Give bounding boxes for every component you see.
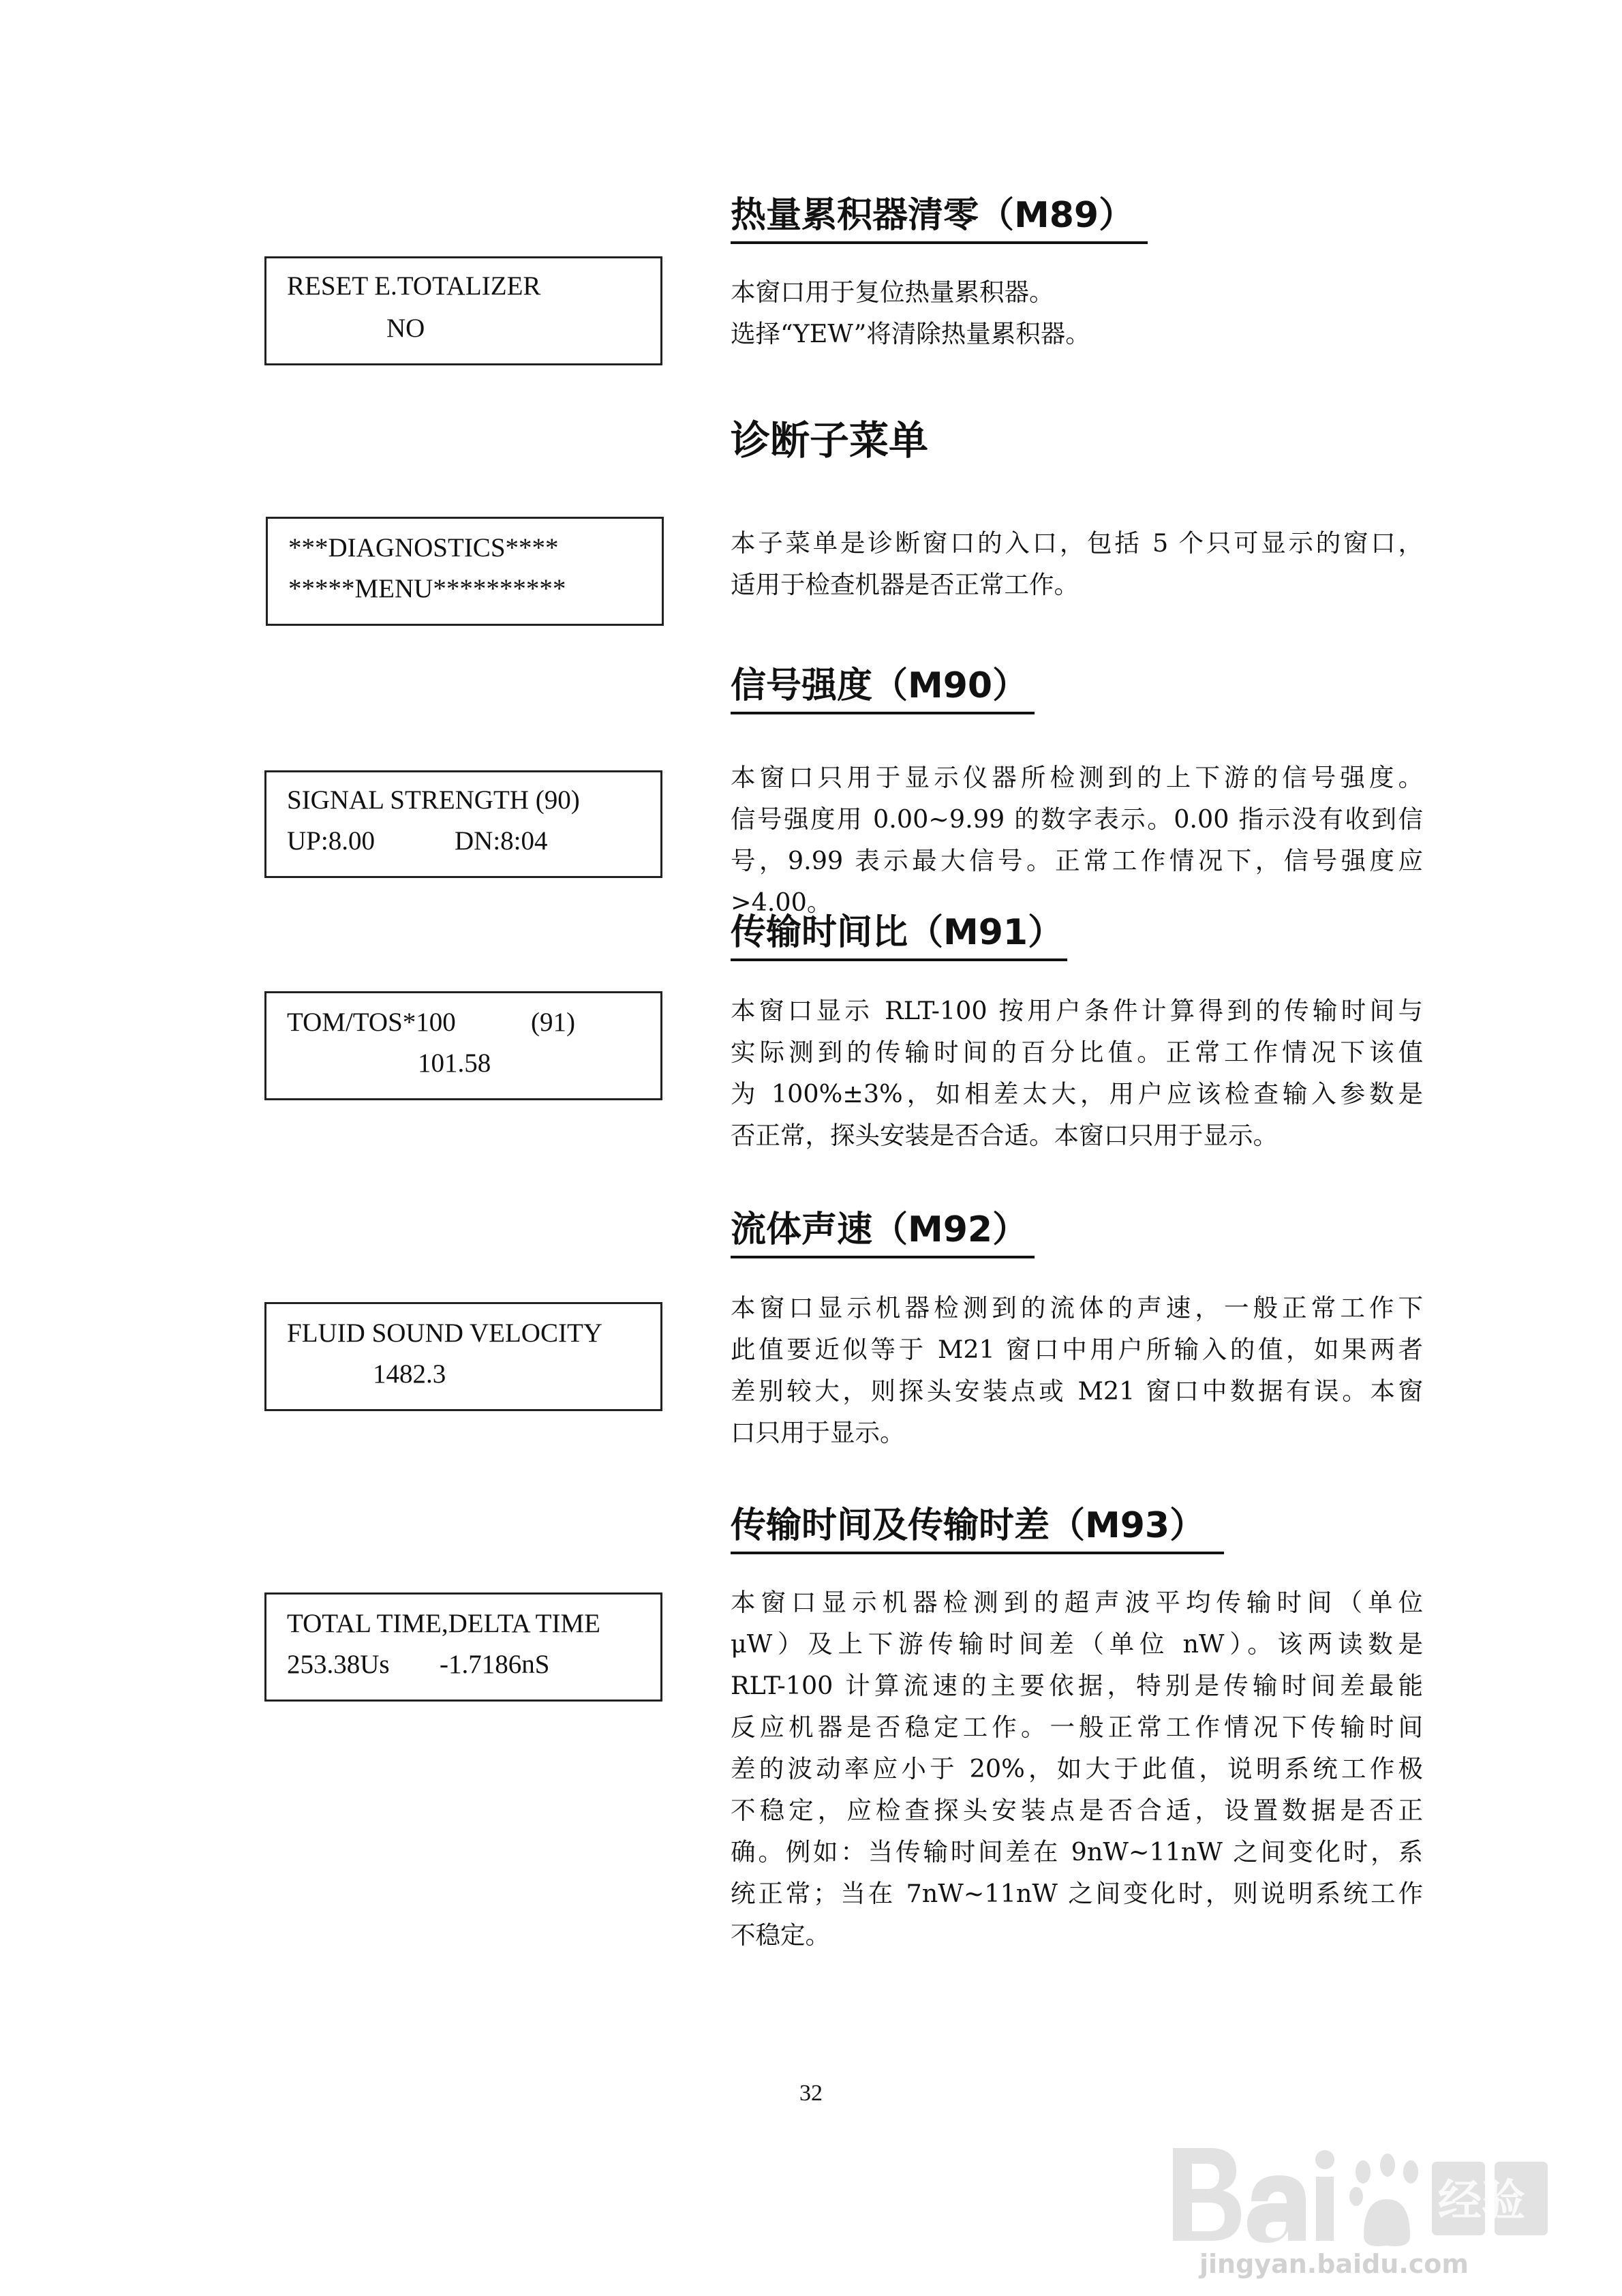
heading-text: 传输时间及传输时差（M93）	[731, 1505, 1206, 1546]
lcd-line-2: 101.58	[418, 1048, 491, 1078]
para-line: 选择“YEW”将清除热量累积器。	[731, 319, 1090, 348]
lcd-line-2b: DN:8:04	[455, 826, 548, 856]
watermark-brand-cn: 经验	[1438, 2176, 1525, 2226]
heading-text: 流体声速（M92）	[731, 1209, 1028, 1250]
para-line: 本窗口显示 RLT-100 按用户条件计算得到的传输时间与	[731, 996, 1423, 1025]
heading-underline	[731, 1256, 1035, 1258]
para-line: 适用于检查机器是否正常工作。	[731, 570, 1079, 599]
para-line: 反应机器是否稳定工作。一般正常工作情况下传输时间	[731, 1712, 1423, 1742]
heading-underline	[731, 958, 1067, 961]
para-line: 本窗口只用于显示仪器所检测到的上下游的信号强度。	[731, 763, 1423, 792]
description-m92	[731, 1287, 1423, 1453]
para-line: 实际测到的传输时间的百分比值。正常工作情况下该值	[731, 1038, 1423, 1067]
lcd-line-1: ***DIAGNOSTICS****	[288, 533, 559, 562]
lcd-line-1b: (91)	[531, 1008, 575, 1037]
heading-text: 诊断子菜单	[731, 417, 929, 464]
description-m89	[731, 271, 1423, 354]
lcd-line-1: FLUID SOUND VELOCITY	[287, 1318, 602, 1348]
section-heading-m91	[731, 911, 1063, 954]
lcd-line-2: 1482.3	[373, 1359, 446, 1389]
lcd-line-1a: TOM/TOS*100	[287, 1008, 456, 1037]
lcd-line-2: NO	[386, 314, 425, 343]
para-line: 确。例如：当传输时间差在 9nW~11nW 之间变化时，系	[731, 1837, 1423, 1867]
page-number: 32	[799, 2081, 823, 2106]
description-m91	[731, 990, 1423, 1156]
para-line: 差的波动率应小于 20%，如大于此值，说明系统工作极	[731, 1754, 1423, 1783]
lcd-line-2: *****MENU**********	[288, 574, 566, 603]
heading-text: 热量累积器清零（M89）	[731, 195, 1135, 236]
para-line: 信号强度用 0.00~9.99 的数字表示。0.00 指示没有收到信	[731, 804, 1423, 834]
para-line: 差别较大，则探头安装点或 M21 窗口中数据有误。本窗	[731, 1376, 1423, 1406]
para-line: 本窗口显示机器检测到的流体的声速，一般正常工作下	[731, 1293, 1423, 1323]
section-heading-diagnostics	[731, 419, 928, 462]
description-m90	[731, 757, 1423, 923]
section-heading-m89	[731, 194, 1134, 237]
para-line: 本子菜单是诊断窗口的入口，包括 5 个只可显示的窗口，	[731, 528, 1423, 558]
lcd-line-2b: -1.7186nS	[440, 1650, 550, 1679]
para-line: >4.00。	[731, 888, 832, 917]
heading-underline	[731, 1552, 1224, 1554]
lcd-window-diagnostics	[266, 517, 664, 626]
lcd-window-m90	[264, 770, 662, 878]
description-diagnostics	[731, 522, 1423, 605]
para-line: RLT-100 计算流速的主要依据，特别是传输时间差最能	[731, 1671, 1423, 1700]
para-line: 为 100%±3%，如相差太大，用户应该检查输入参数是	[731, 1079, 1423, 1108]
lcd-line-2a: UP:8.00	[287, 826, 375, 856]
lcd-line-1: SIGNAL STRENGTH (90)	[287, 785, 580, 815]
lcd-line-2a: 253.38Us	[287, 1650, 390, 1679]
heading-text: 传输时间比（M91）	[731, 912, 1064, 953]
lcd-window-m92	[264, 1302, 662, 1411]
section-heading-m93	[731, 1504, 1205, 1547]
para-line: 不稳定。	[731, 1920, 830, 1950]
lcd-window-m91	[264, 991, 662, 1100]
heading-underline	[731, 241, 1148, 244]
lcd-line-1: TOTAL TIME,DELTA TIME	[287, 1609, 600, 1638]
section-heading-m90	[731, 664, 1028, 708]
lcd-window-m89	[264, 256, 662, 365]
para-line: 统正常；当在 7nW~11nW 之间变化时，则说明系统工作	[731, 1879, 1423, 1908]
para-line: 此值要近似等于 M21 窗口中用户所输入的值，如果两者	[731, 1335, 1423, 1364]
watermark-url: jingyan.baidu.com	[1199, 2249, 1469, 2279]
para-line: 否正常，探头安装是否合适。本窗口只用于显示。	[731, 1121, 1278, 1150]
heading-underline	[731, 712, 1035, 714]
lcd-line-1: RESET E.TOTALIZER	[287, 271, 541, 301]
para-line: μW）及上下游传输时间差（单位 nW）。该两读数是	[731, 1629, 1423, 1659]
para-line: 本窗口显示机器检测到的超声波平均传输时间（单位	[731, 1588, 1423, 1617]
para-line: 号，9.99 表示最大信号。正常工作情况下，信号强度应	[731, 846, 1423, 875]
para-line: 本窗口用于复位热量累积器。	[731, 277, 1054, 307]
para-line: 口只用于显示。	[731, 1418, 905, 1447]
para-line: 不稳定，应检查探头安装点是否合适，设置数据是否正	[731, 1796, 1423, 1825]
baidu-jingyan-watermark-logo	[1159, 2127, 1567, 2284]
lcd-window-m93	[264, 1592, 662, 1702]
section-heading-m92	[731, 1208, 1028, 1252]
heading-text: 信号强度（M90）	[731, 665, 1028, 706]
description-m93	[731, 1582, 1423, 1956]
